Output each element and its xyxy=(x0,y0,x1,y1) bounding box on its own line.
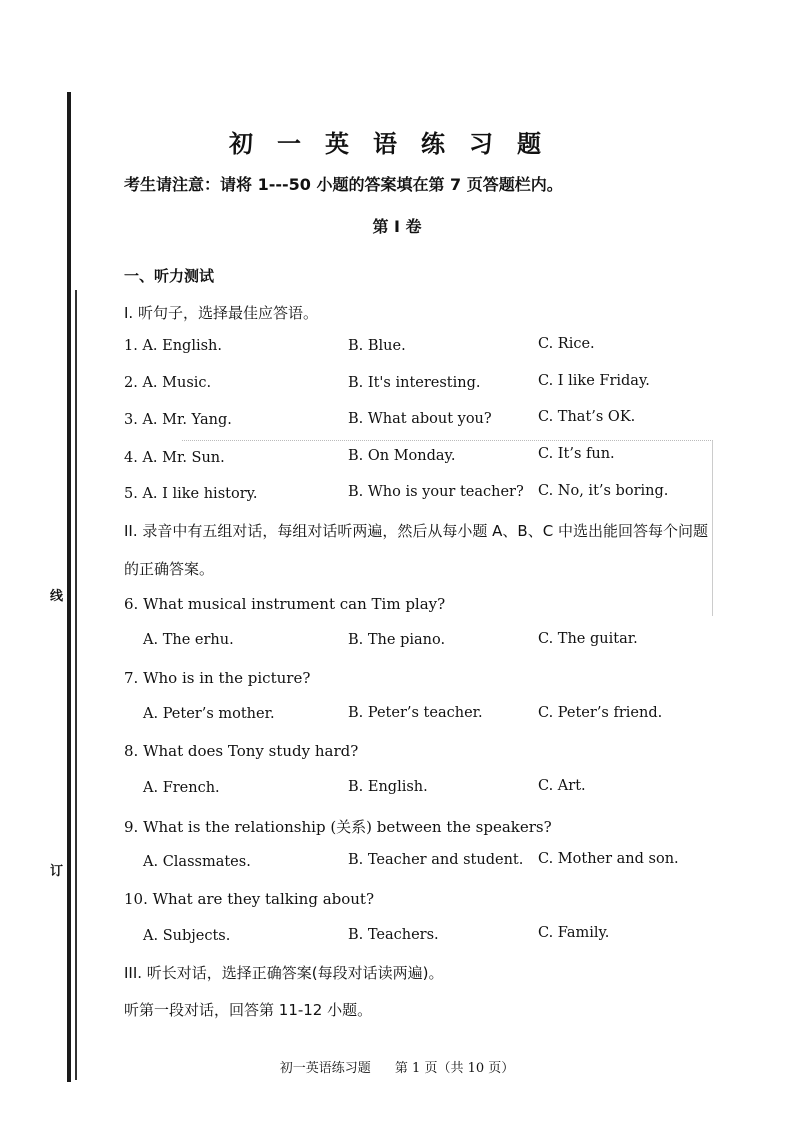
footer-page-number: 第 1 页（共 10 页） xyxy=(394,1061,515,1076)
option-c: C. Art. xyxy=(538,778,586,794)
option-b: B. Blue. xyxy=(348,338,406,354)
option-b: B. Peter’s teacher. xyxy=(348,705,483,721)
section-heading-listening: 一、听力测试 xyxy=(124,267,215,285)
question-text: 8. What does Tony study hard? xyxy=(124,742,359,760)
binding-mark-ding: 订 xyxy=(50,864,64,879)
option-a: 2. A. Music. xyxy=(124,375,212,391)
option-c: C. I like Friday. xyxy=(538,373,650,389)
binding-line-inner xyxy=(75,290,77,1080)
part3-subinstruction: 听第一段对话，回答第 11-12 小题。 xyxy=(124,1001,373,1019)
option-b: B. It's interesting. xyxy=(348,375,481,391)
option-b: B. The piano. xyxy=(348,632,446,648)
option-c: C. That’s OK. xyxy=(538,409,636,425)
binding-line xyxy=(67,92,71,1082)
option-c: C. Peter’s friend. xyxy=(538,705,663,721)
option-c: C. No, it’s boring. xyxy=(538,483,669,499)
option-c: C. It’s fun. xyxy=(538,446,615,462)
option-b: B. On Monday. xyxy=(348,448,456,464)
question-text: 9. What is the relationship (关系) between the speakers? xyxy=(124,818,552,836)
option-b: B. What about you? xyxy=(348,411,492,427)
volume-heading: 第 I 卷 xyxy=(372,217,422,236)
option-a: 3. A. Mr. Yang. xyxy=(124,412,232,428)
exam-notice: 考生请注意：请将 1---50 小题的答案填在第 7 页答题栏内。 xyxy=(124,175,563,194)
binding-mark-xian: 线 xyxy=(50,589,64,604)
option-a: A. French. xyxy=(143,780,220,796)
part1-instruction: I. 听句子，选择最佳应答语。 xyxy=(124,304,318,322)
option-b: B. Teacher and student. xyxy=(348,852,524,868)
part2-instruction-line1: II. 录音中有五组对话，每组对话听两遍，然后从每小题 A、B、C 中选出能回答每个问题 xyxy=(124,522,708,540)
part2-instruction-line2: 的正确答案。 xyxy=(124,560,215,578)
page-title: 初一英语练习题 xyxy=(229,130,565,158)
option-c: C. The guitar. xyxy=(538,631,638,647)
option-a: A. Subjects. xyxy=(143,928,231,944)
option-b: B. Teachers. xyxy=(348,927,439,943)
question-text: 10. What are they talking about? xyxy=(124,890,374,908)
option-b: B. English. xyxy=(348,779,428,795)
question-text: 7. Who is in the picture? xyxy=(124,669,311,687)
option-c: C. Family. xyxy=(538,925,610,941)
option-c: C. Rice. xyxy=(538,336,595,352)
option-a: 1. A. English. xyxy=(124,338,223,354)
part3-instruction: III. 听长对话，选择正确答案(每段对话读两遍)。 xyxy=(124,964,444,982)
option-a: A. Peter’s mother. xyxy=(143,706,275,722)
footer-title: 初一英语练习题 xyxy=(279,1061,371,1076)
option-a: A. The erhu. xyxy=(143,632,234,648)
option-c: C. Mother and son. xyxy=(538,851,679,867)
page-footer xyxy=(0,1057,794,1076)
option-a: 4. A. Mr. Sun. xyxy=(124,450,225,466)
option-a: A. Classmates. xyxy=(143,854,251,870)
question-text: 6. What musical instrument can Tim play? xyxy=(124,595,446,613)
option-b: B. Who is your teacher? xyxy=(348,484,524,500)
option-a: 5. A. I like history. xyxy=(124,486,258,502)
